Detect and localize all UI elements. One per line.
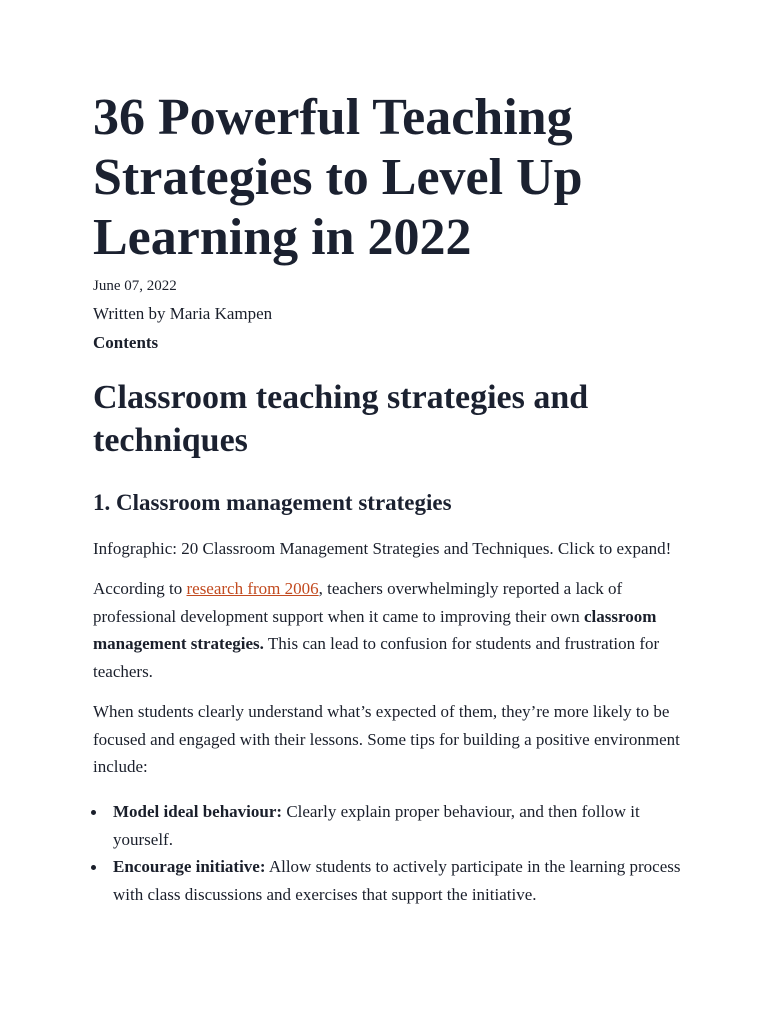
list-item — [93, 853, 683, 908]
tip-text: Clearly explain proper behaviour, and then follow it yourself. — [113, 802, 640, 849]
tip-label: Model ideal behaviour: — [113, 802, 283, 821]
expectations-paragraph: When students clearly understand what’s expected of them, they’re more likely to be focused and engaged with their lessons. Some tips for building a positive environment include: — [93, 702, 680, 776]
section-heading: Classroom teaching strategies and techniques — [93, 379, 589, 459]
publish-date: June 07, 2022 — [93, 278, 177, 294]
list-item — [93, 798, 683, 853]
tip-text: Allow students to actively participate in the learning process with class discussions and exercises that support the initiative. — [113, 857, 681, 904]
bullet-icon — [91, 865, 96, 870]
research-paragraph-middle: , teachers overwhelmingly reported a lack of professional development support when it came to improving their own — [93, 579, 623, 626]
infographic-caption: Infographic: 20 Classroom Management Strategies and Techniques. Click to expand! — [93, 539, 672, 558]
author-byline: Written by Maria Kampen — [93, 304, 273, 323]
research-link[interactable]: research from 2006 — [186, 579, 319, 598]
article-title: 36 Powerful Teaching Strategies to Level Up Learning in 2022 — [93, 89, 583, 266]
research-paragraph-lead: According to — [93, 579, 187, 598]
tips-list — [93, 798, 683, 908]
research-paragraph — [93, 575, 683, 685]
subsection-heading: 1. Classroom management strategies — [93, 490, 452, 515]
research-paragraph-end: This can lead to confusion for students and frustration for teachers. — [93, 634, 660, 681]
research-paragraph-bold: classroom management strategies. — [93, 606, 657, 653]
contents-toggle[interactable]: Contents — [93, 333, 159, 352]
tip-label: Encourage initiative: — [113, 857, 266, 876]
bullet-icon — [91, 810, 96, 815]
